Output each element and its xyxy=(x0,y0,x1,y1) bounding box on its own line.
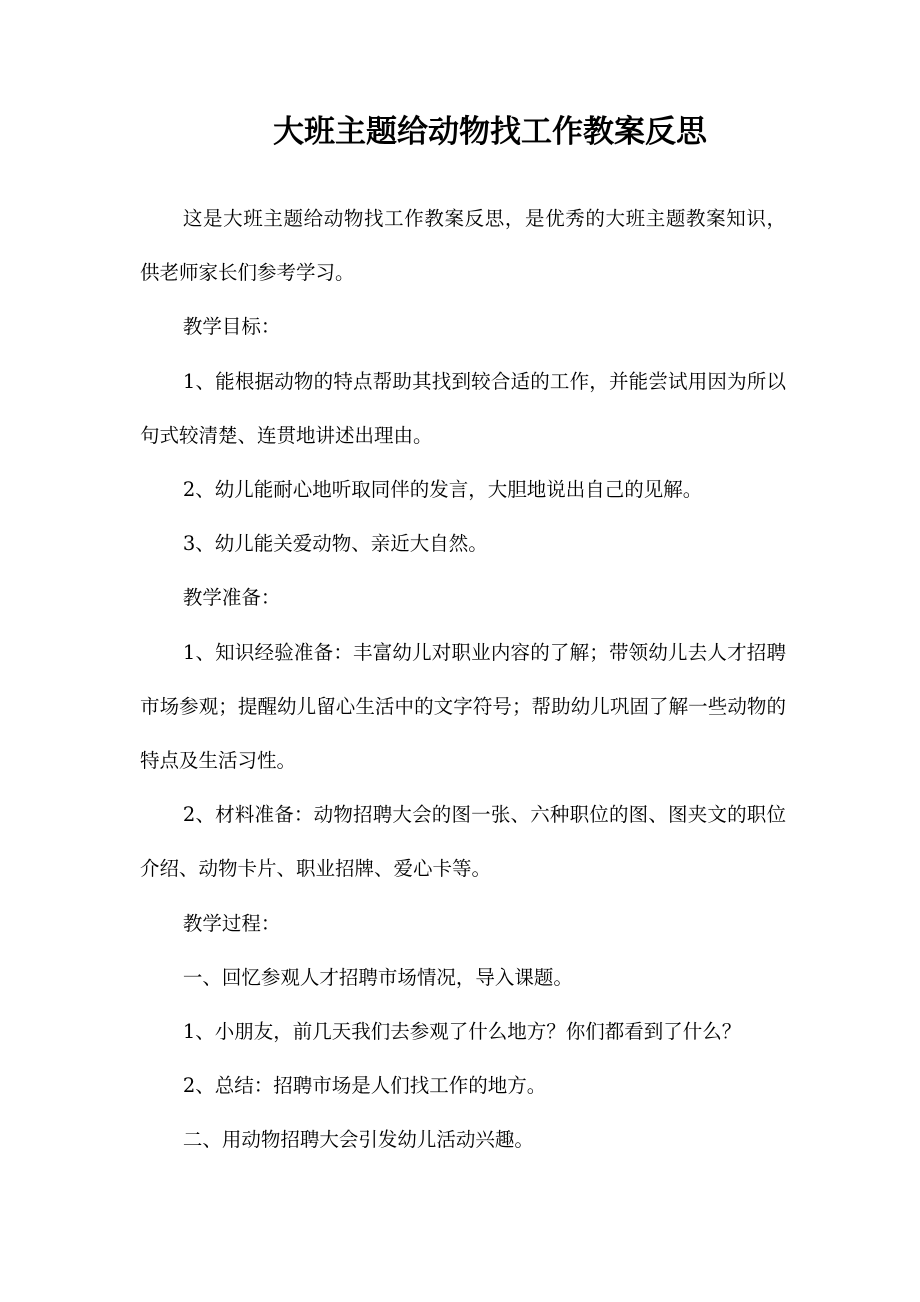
document-body xyxy=(140,192,786,1168)
process-step-1-item-1: 1、小朋友，前几天我们去参观了什么地方？你们都看到了什么？ xyxy=(182,1020,742,1044)
objective-item-1: 1、能根据动物的特点帮助其找到较合适的工作，并能尝试用因为所以句式较清楚、连贯地讲述出理由。 xyxy=(140,369,786,447)
process-step-1: 一、回忆参观人才招聘市场情况，导入课题。 xyxy=(182,965,573,989)
process-step-2: 二、用动物招聘大会引发幼儿活动兴趣。 xyxy=(182,1128,534,1152)
objective-item-2: 2、幼儿能耐心地听取同伴的发言，大胆地说出自己的见解。 xyxy=(182,478,703,502)
section-heading-process: 教学过程： xyxy=(182,911,281,935)
process-step-1-item-2: 2、总结：招聘市场是人们找工作的地方。 xyxy=(182,1074,547,1098)
preparation-item-2: 2、材料准备：动物招聘大会的图一张、六种职位的图、图夹文的职位介绍、动物卡片、职业招牌、爱心卡等。 xyxy=(140,803,786,881)
section-heading-objectives: 教学目标： xyxy=(182,315,281,339)
intro-paragraph: 这是大班主题给动物找工作教案反思，是优秀的大班主题教案知识，供老师家长们参考学习。 xyxy=(140,207,786,285)
preparation-item-1: 1、知识经验准备：丰富幼儿对职业内容的了解；带领幼儿去人才招聘市场参观；提醒幼儿留心生活中的文字符号；帮助幼儿巩固了解一些动物的特点及生活习性。 xyxy=(140,640,786,773)
document-title: 大班主题给动物找工作教案反思 xyxy=(273,114,707,150)
section-heading-preparation: 教学准备： xyxy=(182,586,281,610)
objective-item-3: 3、幼儿能关爱动物、亲近大自然。 xyxy=(182,532,488,556)
